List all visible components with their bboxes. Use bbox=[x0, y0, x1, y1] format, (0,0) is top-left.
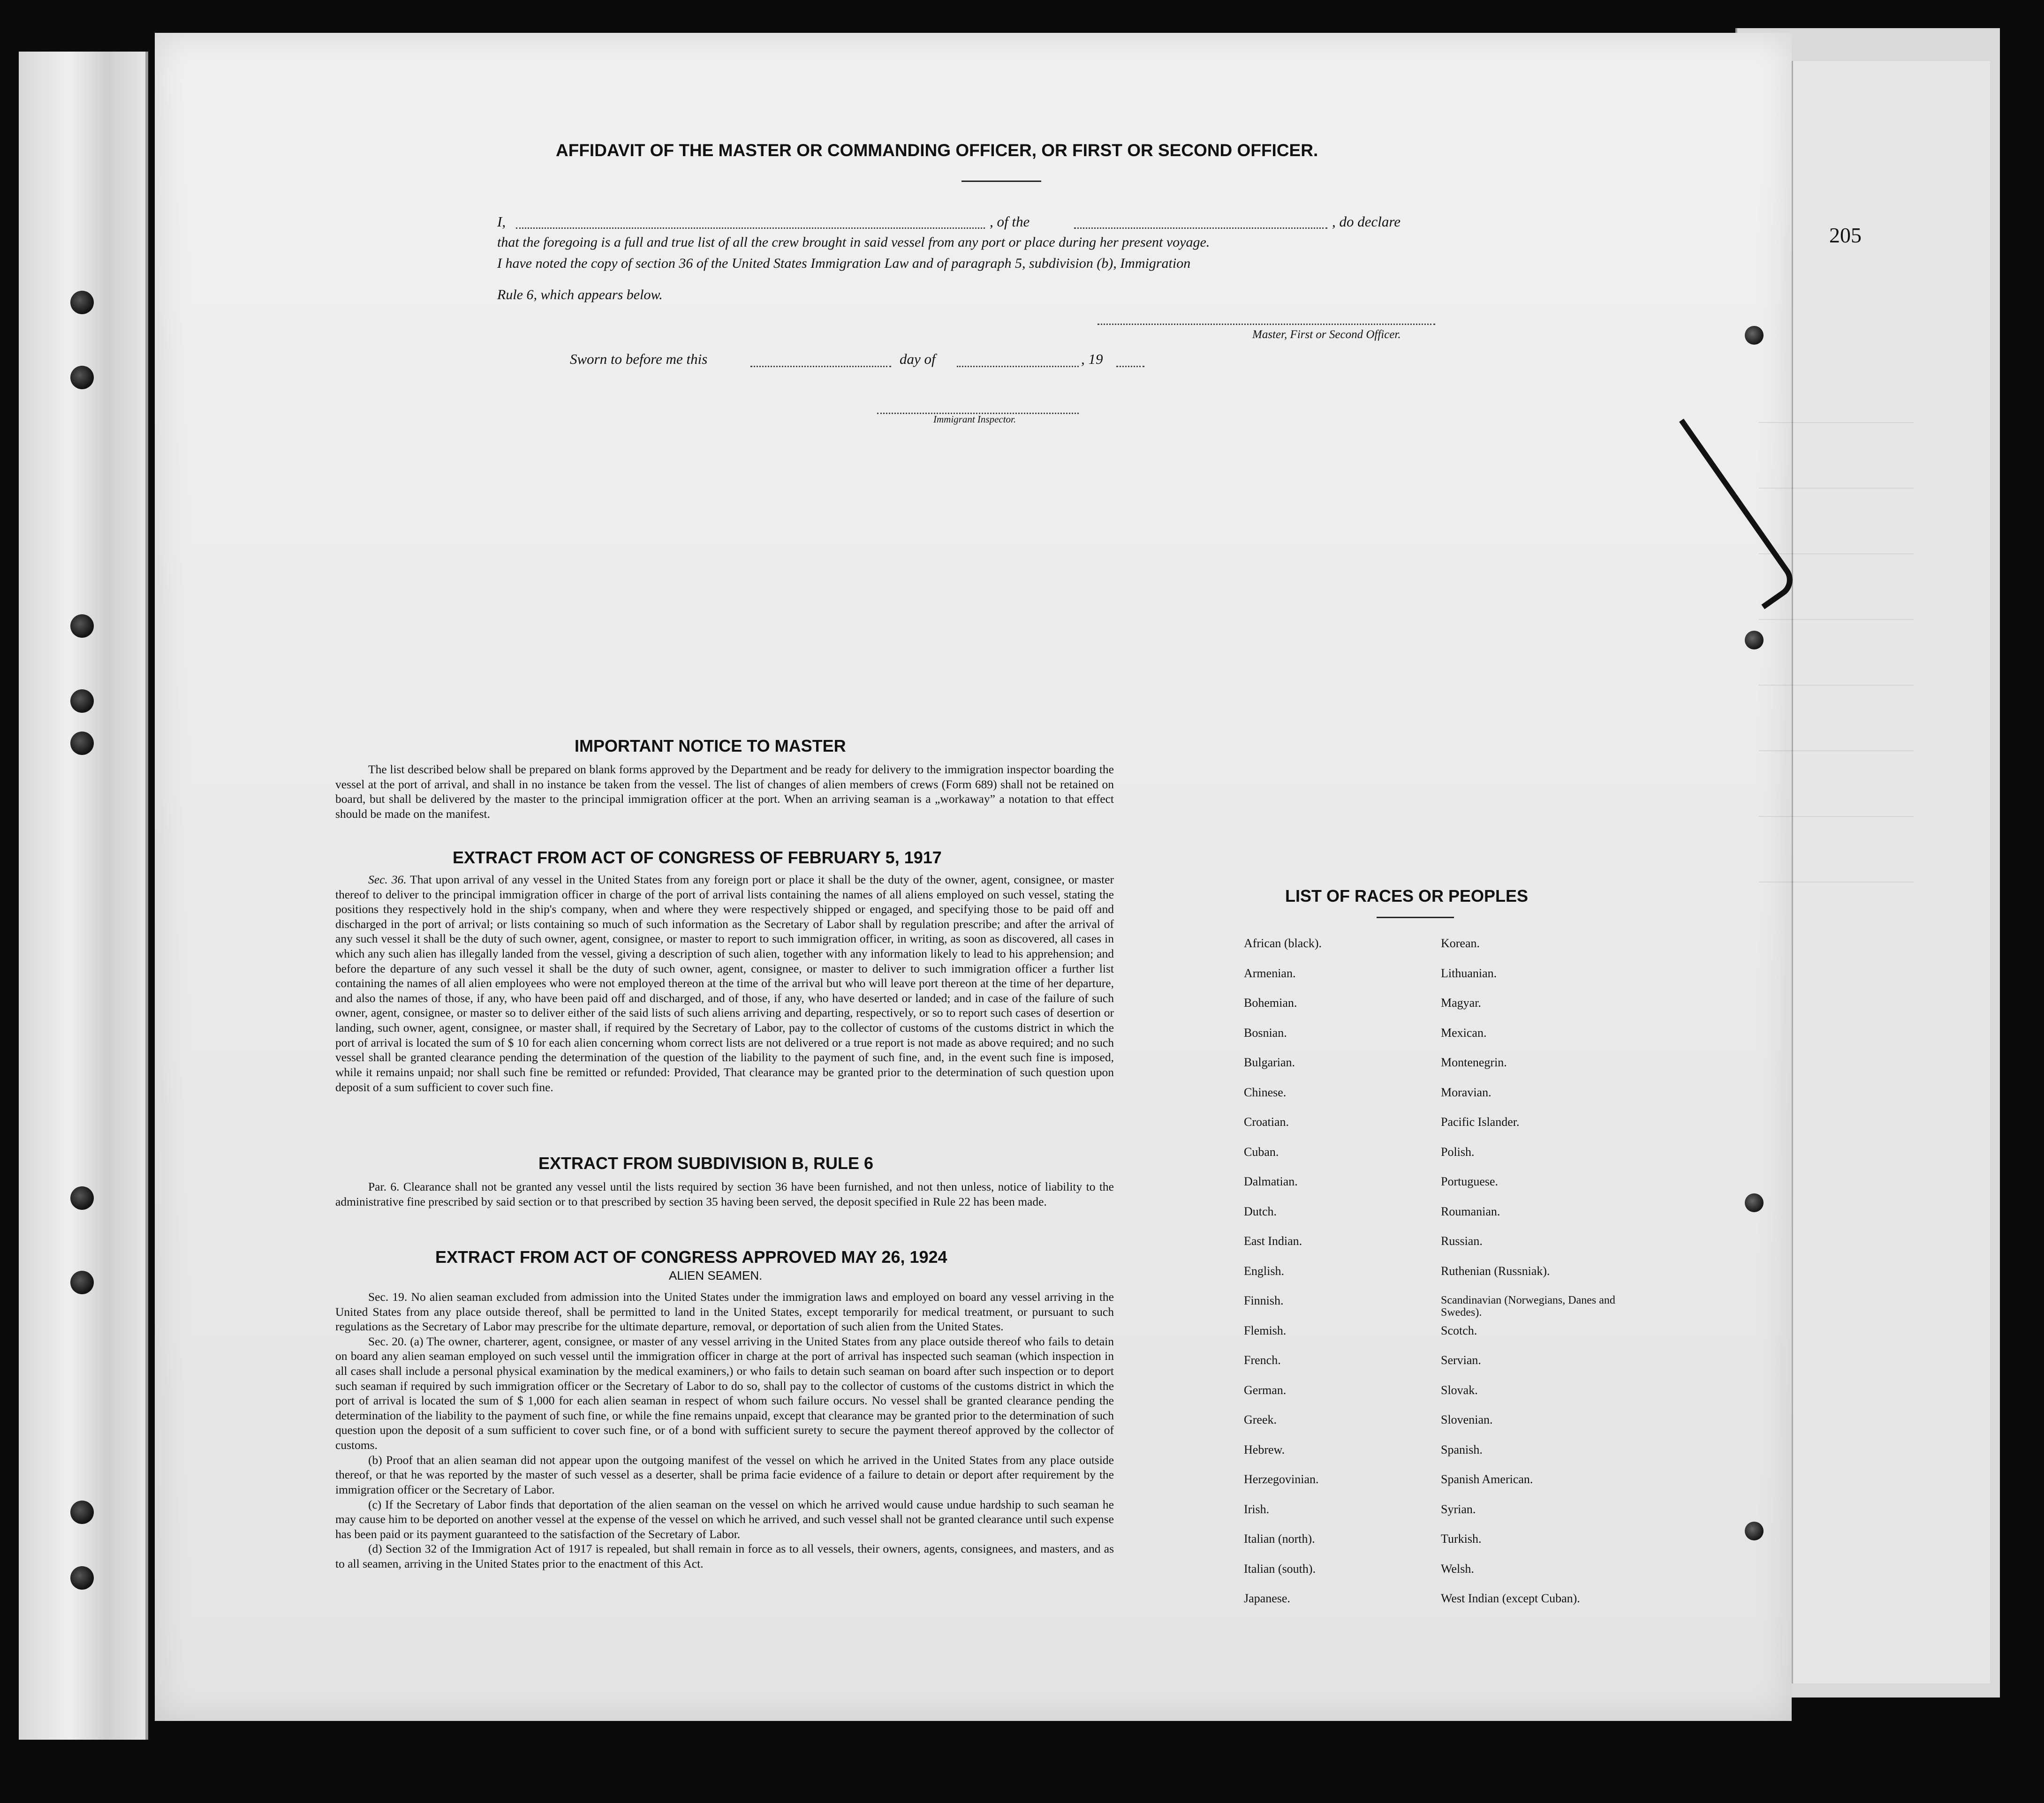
race-item: Syrian. bbox=[1441, 1502, 1476, 1516]
sec19-paragraph: Sec. 19. No alien seaman excluded from admission into the United States under the immigration laws and employed on board any vessel arriving in the United States from any place outside thereof, shall be permitted to land in the United States, except temporarily for medical treatment, or pursuant to such regulations as the Secretary of Labor may prescribe for the ultimate departure, removal, or deportation of such alien from the United States. bbox=[335, 1290, 1114, 1334]
binder-hole bbox=[70, 732, 94, 755]
race-item: Bosnian. bbox=[1244, 1026, 1287, 1040]
affidavit-line2: that the foregoing is a full and true list of all the crew brought in said vessel from any port or place during her present voyage. bbox=[497, 234, 1210, 250]
notice-body bbox=[335, 762, 1114, 821]
race-item: Flemish. bbox=[1244, 1323, 1287, 1337]
extract-rule6-body bbox=[335, 1179, 1114, 1209]
sworn-month-blank bbox=[957, 366, 1079, 367]
race-item: Croatian. bbox=[1244, 1115, 1289, 1129]
extract-1924-title: EXTRACT FROM ACT OF CONGRESS APPROVED MAY 26, 1924 bbox=[435, 1247, 947, 1267]
back-sheet bbox=[1792, 61, 1990, 1683]
sworn-label: Sworn to before me this bbox=[570, 351, 708, 367]
race-item: Roumanian. bbox=[1441, 1204, 1500, 1218]
race-item: Armenian. bbox=[1244, 966, 1296, 980]
name-blank bbox=[516, 227, 985, 229]
race-item: Dalmatian. bbox=[1244, 1175, 1298, 1188]
sworn-day-of-label: day of bbox=[900, 351, 936, 367]
ghost-row bbox=[1759, 816, 1914, 817]
race-item: Russian. bbox=[1441, 1234, 1483, 1248]
binder-strip bbox=[19, 52, 148, 1740]
race-item: Lithuanian. bbox=[1441, 966, 1497, 980]
races-title: LIST OF RACES OR PEOPLES bbox=[1285, 886, 1529, 905]
race-item: Scandinavian (Norwegians, Danes and Swedes). bbox=[1441, 1294, 1615, 1319]
notice-paragraph: The list described below shall be prepared on blank forms approved by the Department and be ready for delivery to the immigration inspector boarding the vessel at the port of arrival, and shall in no instance be taken from the vessel. The list of changes of alien members of crews (Form 689) shall not be retained on board, but shall be delivered by the master to the principal immigration officer at the port. When an arriving seaman is a „workaway” a notation to that effect should be made on the manifest. bbox=[335, 762, 1114, 821]
race-item: Ruthenian (Russniak). bbox=[1441, 1264, 1550, 1278]
signature-blank bbox=[1098, 324, 1435, 325]
race-item: Italian (south). bbox=[1244, 1562, 1316, 1576]
binder-hole bbox=[70, 1566, 94, 1590]
affidavit-i-label: I, bbox=[497, 213, 506, 230]
extract-1924-subtitle: ALIEN SEAMEN. bbox=[669, 1268, 763, 1282]
race-item: Servian. bbox=[1441, 1353, 1481, 1367]
ghost-row bbox=[1759, 882, 1914, 883]
divider bbox=[1377, 917, 1454, 918]
affidavit-line3: I have noted the copy of section 36 of the United States Immigration Law and of paragraph 5, subdivision (b), Immigration bbox=[497, 256, 1191, 271]
race-item: Herzegovinian. bbox=[1244, 1472, 1319, 1486]
sworn-year-blank bbox=[1116, 366, 1144, 367]
sheet-number: 205 bbox=[1829, 223, 1862, 247]
sec20c-paragraph: (c) If the Secretary of Labor finds that deportation of the alien seaman on the vessel on which he arrived would cause undue hardship to such seaman he may cause him to be deported on another vessel at the expense of the vessel on which he arrived, and such vessel shall not be granted clearance until such expense has been paid or its payment guaranteed to the satisfaction of the Secretary of Labor. bbox=[335, 1497, 1114, 1541]
notice-title: IMPORTANT NOTICE TO MASTER bbox=[575, 736, 846, 755]
binder-hole bbox=[70, 366, 94, 389]
race-item: East Indian. bbox=[1244, 1234, 1302, 1248]
punch-hole bbox=[1745, 1522, 1764, 1540]
race-item: Moravian. bbox=[1441, 1085, 1491, 1099]
race-item: Montenegrin. bbox=[1441, 1056, 1507, 1069]
punch-hole bbox=[1745, 326, 1764, 345]
race-item: Cuban. bbox=[1244, 1145, 1279, 1159]
race-item: Welsh. bbox=[1441, 1562, 1474, 1576]
race-item: German. bbox=[1244, 1383, 1287, 1397]
race-item: Slovak. bbox=[1441, 1383, 1478, 1397]
affidavit-line4: Rule 6, which appears below. bbox=[497, 287, 663, 302]
binder-hole bbox=[70, 1186, 94, 1210]
race-item: Korean. bbox=[1441, 936, 1480, 950]
race-item: Greek. bbox=[1244, 1413, 1277, 1426]
divider bbox=[961, 181, 1041, 182]
punch-hole bbox=[1745, 1193, 1764, 1212]
race-item: Polish. bbox=[1441, 1145, 1475, 1159]
ghost-row bbox=[1759, 488, 1914, 489]
sec20b-paragraph: (b) Proof that an alien seaman did not appear upon the outgoing manifest of the vessel on which he arrived in the United States from any place outside thereof, or that he was reported by the master of such vessel as a deserter, shall be prima facie evidence of a failure to detain or deport after requirement by the immigration officer or the Secretary of Labor. bbox=[335, 1453, 1114, 1496]
affidavit-title: AFFIDAVIT OF THE MASTER OR COMMANDING OFFICER, OR FIRST OR SECOND OFFICER. bbox=[556, 141, 1318, 160]
race-item: Portuguese. bbox=[1441, 1175, 1499, 1188]
race-item: Dutch. bbox=[1244, 1204, 1277, 1218]
race-item: Italian (north). bbox=[1244, 1532, 1315, 1546]
binder-hole bbox=[70, 614, 94, 638]
race-item: Chinese. bbox=[1244, 1085, 1287, 1099]
extract-1924-body bbox=[335, 1290, 1114, 1571]
races-right-column bbox=[1441, 937, 1638, 1622]
binder-hole bbox=[70, 1501, 94, 1524]
race-item: Spanish. bbox=[1441, 1442, 1483, 1456]
race-item: West Indian (except Cuban). bbox=[1441, 1592, 1580, 1605]
ghost-row bbox=[1759, 750, 1914, 751]
affidavit-of-the-label: , of the bbox=[990, 213, 1030, 230]
race-item: Japanese. bbox=[1244, 1592, 1290, 1605]
race-item: French. bbox=[1244, 1353, 1281, 1367]
race-item: Magyar. bbox=[1441, 996, 1481, 1010]
race-item: Hebrew. bbox=[1244, 1442, 1285, 1456]
binder-hole bbox=[70, 1271, 94, 1294]
binder-hole bbox=[70, 689, 94, 713]
extract-rule6-title: EXTRACT FROM SUBDIVISION B, RULE 6 bbox=[538, 1154, 874, 1173]
vessel-blank bbox=[1074, 227, 1327, 229]
race-item: Irish. bbox=[1244, 1502, 1270, 1516]
ghost-row bbox=[1759, 685, 1914, 686]
race-item: Pacific Islander. bbox=[1441, 1115, 1520, 1129]
race-item: Slovenian. bbox=[1441, 1413, 1493, 1426]
punch-hole bbox=[1745, 631, 1764, 649]
sec20d-paragraph: (d) Section 32 of the Immigration Act of 1917 is repealed, but shall remain in force as to all vessels, their owners, agents, consignees, and masters, and as to all seamen, arriving in the United States prior to the enactment of this Act. bbox=[335, 1542, 1114, 1570]
sworn-day-blank bbox=[750, 366, 891, 367]
race-item: Finnish. bbox=[1244, 1294, 1284, 1307]
extract-1917-body bbox=[335, 872, 1114, 1094]
race-item: Bulgarian. bbox=[1244, 1056, 1295, 1069]
extract-1917-title: EXTRACT FROM ACT OF CONGRESS OF FEBRUARY 5, 1917 bbox=[453, 848, 942, 867]
sec20a-paragraph: Sec. 20. (a) The owner, charterer, agent, consignee, or master of any vessel arriving in the United States from any place outside thereof who fails to detain on board any alien seaman employed on such vessel until the immigration officer in charge at the port of arrival has inspected such seaman (which inspection in all cases shall include a personal physical examination by the medical examiners,) or who fails to detain such seaman on board after such inspection or to deport such seaman if required by such immigration officer or the Secretary of Labor to do so, shall pay to the collector of customs of the customs district in which the port of arrival is located the sum of $ 1,000 for each alien seaman in respect of whom such failure occurs. No vessel shall be granted clearance pending the determination of the liability to the payment of such fine, or while the fine remains unpaid, except that clearance may be granted prior to the determination of such question upon the deposit of a sum sufficient to cover such fine, or of a bond with sufficient surety to secure the payment thereof approved by the collector of customs. bbox=[335, 1334, 1114, 1452]
race-item: Mexican. bbox=[1441, 1026, 1487, 1040]
section-label: Sec. 36. bbox=[368, 873, 407, 886]
ghost-row bbox=[1759, 619, 1914, 620]
affidavit-declare-label: , do declare bbox=[1332, 213, 1401, 230]
section-36-text: That upon arrival of any vessel in the United States from any foreign port or place it shall be the duty of the owner, agent, consignee, or master thereof to deliver to the principal immigration officer in charge of the port of arrival lists containing the names of all aliens employed on such vessel, stating the positions they respectively hold in the ship's company, when and where they were respectively shipped or engaged, and specifying those to be paid off and discharged in the port of arrival; or lists containing so much of such information as the Secretary of Labor shall by regulation prescribe; and after the arrival of any such vessel it shall be the duty of such owner, agent, consignee, or master to report to such immigration officer, in writing, as soon as discovered, all cases in which any such alien has illegally landed from the vessel, giving a description of such alien, together with any information likely to lead to his apprehension; and before the departure of any such vessel it shall be the duty of such owner, agent, consignee, or master to deliver to such immigration officer a further list containing the names of all alien employees who were not employed thereon at the time of the arrival but who will leave port thereon at the time of her departure, and also the names of those, if any, who have been paid off and discharged, and of those, if any, who have deserted or landed; and in case of the failure of such owner, agent, consignee, or master so to deliver either of the said lists of such aliens arriving and departing, respectively, or so to report such cases of desertion or landing, such owner, agent, consignee, or master shall, if required by the Secretary of Labor, pay to the collector of customs of the customs district in which the port of arrival is located the sum of $ 10 for each alien concerning whom correct lists are not delivered or a true report is not made as above required; and no such vessel shall be granted clearance pending the determination of the question of the liability to the payment of such fine, and, in the event such fine is imposed, while it remains unpaid; nor shall such fine be remitted or refunded: Provided, That clearance may be granted prior to the determination of such question upon deposit of a sum sufficient to cover such fine. bbox=[335, 873, 1114, 1094]
ghost-row bbox=[1759, 553, 1914, 554]
race-item: Turkish. bbox=[1441, 1532, 1482, 1546]
race-item: African (black). bbox=[1244, 936, 1322, 950]
races-left-column bbox=[1244, 937, 1431, 1622]
race-item: Scotch. bbox=[1441, 1323, 1477, 1337]
race-item: Bohemian. bbox=[1244, 996, 1297, 1010]
binder-hole bbox=[70, 291, 94, 314]
ghost-row bbox=[1759, 422, 1914, 423]
signature-label: Master, First or Second Officer. bbox=[1252, 328, 1401, 341]
rule6-paragraph: Par. 6. Clearance shall not be granted any vessel until the lists required by section 36 have been furnished, and not then unless, notice of liability to the administrative fine prescribed by said section or to that prescribed by section 35 having been served, the deposit specified in Rule 22 has been made. bbox=[335, 1180, 1114, 1208]
race-item: English. bbox=[1244, 1264, 1284, 1278]
race-item: Spanish American. bbox=[1441, 1472, 1533, 1486]
sworn-year-label: , 19 bbox=[1081, 351, 1103, 367]
inspector-label: Immigrant Inspector. bbox=[933, 414, 1016, 425]
